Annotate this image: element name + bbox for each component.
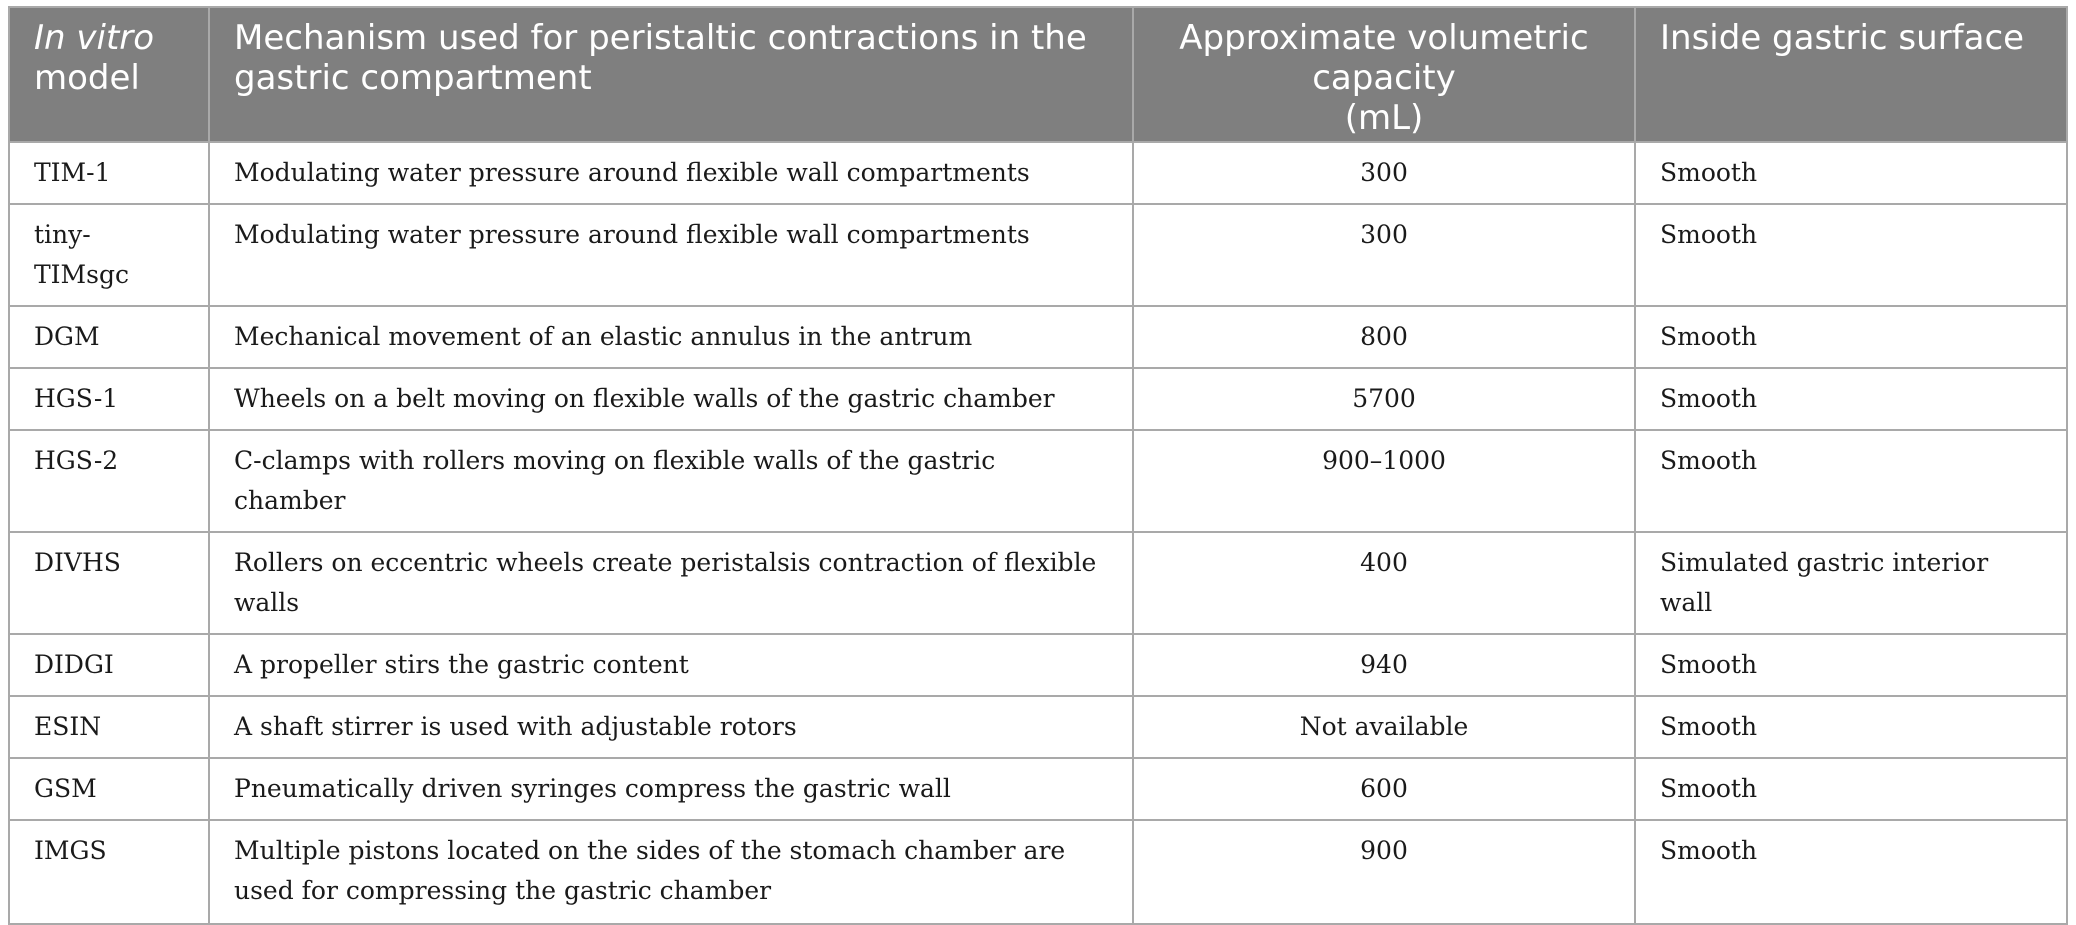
table-body bbox=[9, 142, 2067, 924]
cell-capacity: 300 bbox=[1133, 142, 1635, 204]
table-row bbox=[9, 532, 2067, 634]
cell-capacity: 800 bbox=[1133, 306, 1635, 368]
cell-capacity: Not available bbox=[1133, 696, 1635, 758]
cell-mechanism: Multiple pistons located on the sides of the stomach chamber are used for compressing the gastric chamber bbox=[209, 820, 1133, 924]
cell-surface: Smooth bbox=[1635, 820, 2067, 924]
table-row bbox=[9, 634, 2067, 696]
cell-model: DGM bbox=[9, 306, 209, 368]
cell-mechanism: Pneumatically driven syringes compress the gastric wall bbox=[209, 758, 1133, 820]
cell-capacity: 300 bbox=[1133, 204, 1635, 306]
header-surface: Inside gastric surface bbox=[1635, 7, 2067, 142]
cell-mechanism: Wheels on a belt moving on flexible walls of the gastric chamber bbox=[209, 368, 1133, 430]
table-row bbox=[9, 204, 2067, 306]
cell-model: ESIN bbox=[9, 696, 209, 758]
header-model-italic: In vitro bbox=[34, 18, 155, 58]
cell-model: DIVHS bbox=[9, 532, 209, 634]
header-model-rest: model bbox=[34, 58, 140, 98]
header-row bbox=[9, 7, 2067, 142]
table-row bbox=[9, 758, 2067, 820]
cell-capacity: 900 bbox=[1133, 820, 1635, 924]
table-row bbox=[9, 696, 2067, 758]
cell-capacity: 940 bbox=[1133, 634, 1635, 696]
cell-mechanism: A shaft stirrer is used with adjustable rotors bbox=[209, 696, 1133, 758]
cell-surface: Smooth bbox=[1635, 430, 2067, 532]
table-row bbox=[9, 142, 2067, 204]
cell-capacity: 5700 bbox=[1133, 368, 1635, 430]
header-model bbox=[9, 7, 209, 142]
header-capacity bbox=[1133, 7, 1635, 142]
cell-capacity: 600 bbox=[1133, 758, 1635, 820]
cell-surface: Smooth bbox=[1635, 306, 2067, 368]
cell-mechanism: Modulating water pressure around flexible wall compartments bbox=[209, 142, 1133, 204]
table-row bbox=[9, 820, 2067, 924]
cell-model: tiny-TIMsgc bbox=[9, 204, 209, 306]
cell-capacity: 400 bbox=[1133, 532, 1635, 634]
cell-model: TIM-1 bbox=[9, 142, 209, 204]
cell-surface: Simulated gastric interior wall bbox=[1635, 532, 2067, 634]
table-row bbox=[9, 430, 2067, 532]
cell-surface: Smooth bbox=[1635, 368, 2067, 430]
cell-surface: Smooth bbox=[1635, 758, 2067, 820]
header-capacity-line1: Approximate volumetric capacity bbox=[1179, 18, 1589, 98]
cell-surface: Smooth bbox=[1635, 696, 2067, 758]
cell-model: HGS-2 bbox=[9, 430, 209, 532]
cell-surface: Smooth bbox=[1635, 142, 2067, 204]
cell-capacity: 900–1000 bbox=[1133, 430, 1635, 532]
cell-mechanism: Mechanical movement of an elastic annulus in the antrum bbox=[209, 306, 1133, 368]
cell-mechanism: C-clamps with rollers moving on flexible walls of the gastric chamber bbox=[209, 430, 1133, 532]
cell-mechanism: Rollers on eccentric wheels create peristalsis contraction of flexible walls bbox=[209, 532, 1133, 634]
cell-mechanism: Modulating water pressure around flexible wall compartments bbox=[209, 204, 1133, 306]
header-mechanism: Mechanism used for peristaltic contractions in the gastric compartment bbox=[209, 7, 1133, 142]
cell-model: DIDGI bbox=[9, 634, 209, 696]
cell-model: GSM bbox=[9, 758, 209, 820]
cell-surface: Smooth bbox=[1635, 634, 2067, 696]
cell-surface: Smooth bbox=[1635, 204, 2067, 306]
table-row bbox=[9, 368, 2067, 430]
cell-model: HGS-1 bbox=[9, 368, 209, 430]
cell-mechanism: A propeller stirs the gastric content bbox=[209, 634, 1133, 696]
cell-model: IMGS bbox=[9, 820, 209, 924]
table-container bbox=[8, 6, 2066, 925]
in-vitro-models-table bbox=[8, 6, 2068, 925]
table-header bbox=[9, 7, 2067, 142]
table-row bbox=[9, 306, 2067, 368]
header-capacity-line2: (mL) bbox=[1344, 98, 1424, 138]
